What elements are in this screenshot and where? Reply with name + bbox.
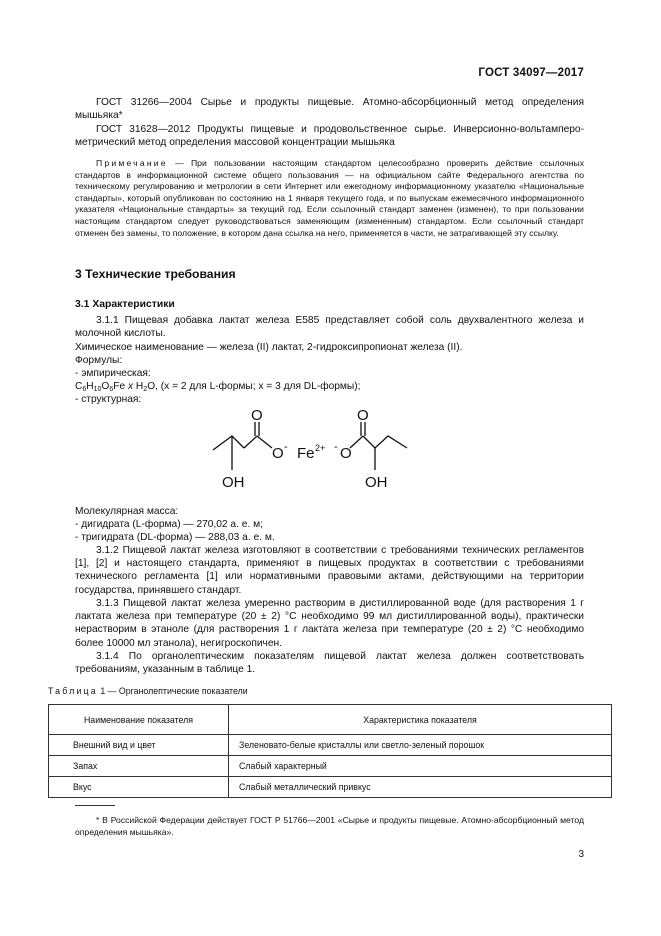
note-label: Примечание (96, 158, 168, 168)
right-oxide-oxygen: O (340, 445, 352, 462)
reference-gost-31266: ГОСТ 31266—2004 Сырье и продукты пищевые. Атомно-абсорбционный метод определения мышьяка* (75, 97, 584, 122)
reference-gost-31628: ГОСТ 31628—2012 Продукты пищевые и продовольственное сырье. Инверсионно-вольтамперо-метрический метод определения массовой концентрации мышьяка (75, 124, 584, 149)
table-cell: Вкус (49, 777, 229, 798)
section-3-1-title: 3.1 Характеристики (75, 299, 175, 310)
formulas-label: Формулы: (75, 355, 123, 366)
left-oxide-oxygen: O (272, 445, 284, 462)
footnote: * В Российской Федерации действует ГОСТ Р 51766—2001 «Сырье и продукты пищевые. Атомно-абсорбционный метод определения мышьяка». (75, 815, 584, 837)
paragraph-3-1-3: 3.1.3 Пищевой лактат железа умеренно растворим в дистиллированной воде (для растворения 1 г лактата железа при температуре (20 ± 2) °С необходимо 99 мл дистиллированной воды), практически нерастворим в этаноле (для растворения 1 г лактата железа при температуре (20 ± 2) °С необходимо более 10000 мл этанола), негигроскопичен. (75, 598, 584, 649)
structural-label: - структурная: (75, 394, 142, 405)
paragraph-3-1-4: 3.1.4 По органолептическим показателям пищевой лактат железа должен соответствовать требованиям, указанным в таблице 1. (75, 651, 584, 676)
document-header: ГОСТ 34097—2017 (478, 67, 584, 79)
left-minus-charge: - (284, 441, 288, 453)
table-row (49, 756, 612, 777)
footnote-divider (75, 805, 115, 806)
iron-symbol: Fe (297, 445, 315, 462)
note-paragraph (75, 158, 584, 239)
table-cell: Зеленовато-белые кристаллы или светло-зеленый порошок (229, 735, 612, 756)
column-header: Характеристика показателя (229, 705, 612, 735)
table-cell: Внешний вид и цвет (49, 735, 229, 756)
structural-formula (200, 408, 420, 490)
paragraph-3-1-2: 3.1.2 Пищевой лактат железа изготовляют в соответствии с требованиями технических регламентов [1], [2] и настоящего стандарта, применяют в пищевых продуктах в соответствии с требованиями технического регламента [1] или нормативными правовыми актами, действующими на территории государства, принявшего стандарт. (75, 545, 584, 596)
table-row (49, 735, 612, 756)
table-cell: Слабый характерный (229, 756, 612, 777)
table-caption: Таблица 1 — Органолептические показатели (48, 686, 248, 696)
organoleptic-table (48, 704, 612, 798)
molar-mass-trihydrate: - тригидрата (DL-форма) — 288,03 а. е. м. (75, 532, 275, 543)
left-carbonyl-carbon-bond (244, 436, 257, 448)
right-hydroxyl: OH (365, 474, 388, 490)
molar-mass-dihydrate: - дигидрата (L-форма) — 270,02 а. е. м; (75, 519, 263, 530)
molar-mass-label: Молекулярная масса: (75, 506, 179, 517)
empirical-label: - эмпирическая: (75, 368, 151, 379)
left-chain-bond (213, 436, 244, 450)
paragraph-3-1-1: 3.1.1 Пищевая добавка лактат железа Е585 представляет собой соль двухвалентного железа и молочной кислоты. (75, 315, 584, 340)
left-oxygen-bond (257, 436, 272, 448)
empirical-formula: $C_6H_{10}O_6Fe$ x $H_2O$, (x = 2 для L-формы; x = 3 для DL-формы); (75, 381, 361, 393)
iron-charge: 2+ (315, 443, 326, 453)
table-cell: Запах (49, 756, 229, 777)
section-3-title: 3 Технические требования (75, 267, 236, 281)
column-header: Наименование показателя (49, 705, 229, 735)
table-cell: Слабый металлический привкус (229, 777, 612, 798)
left-hydroxyl: OH (222, 474, 245, 490)
right-chain-bond (363, 436, 407, 448)
page-number: 3 (578, 849, 584, 860)
chemical-name: Химическое наименование — железа (II) лактат, 2-гидроксипропионат железа (II). (75, 342, 463, 353)
left-carbonyl-oxygen: O (251, 408, 263, 424)
right-oxygen-bond (350, 436, 363, 448)
right-minus-charge: - (334, 441, 338, 453)
note-text: — При пользовании настоящим стандартом целесообразно проверить действие ссылочных стандартов в информационной системе общего пользования — на официальном сайте Федерального агентства по техническому регулированию и метрологии в сети Интернет или ежегодному информационному указателю «Национальные стандарты», который опубликован по состоянию на 1 января текущего года, и по выпускам ежемесячного информационного указателя «Национальные стандарты» за текущий год. Если ссылочный стандарт заменен (изменен), то при пользовании настоящим стандартом следует руководствоваться заменяющим (измененным) стандартом. Если ссылочный стандарт отменен без замены, то положение, в котором дана ссылка на него, применяется в части, не затрагивающей эту ссылку. (75, 158, 584, 238)
table-header-row (49, 705, 612, 735)
table-row (49, 777, 612, 798)
right-carbonyl-oxygen: O (357, 408, 369, 424)
